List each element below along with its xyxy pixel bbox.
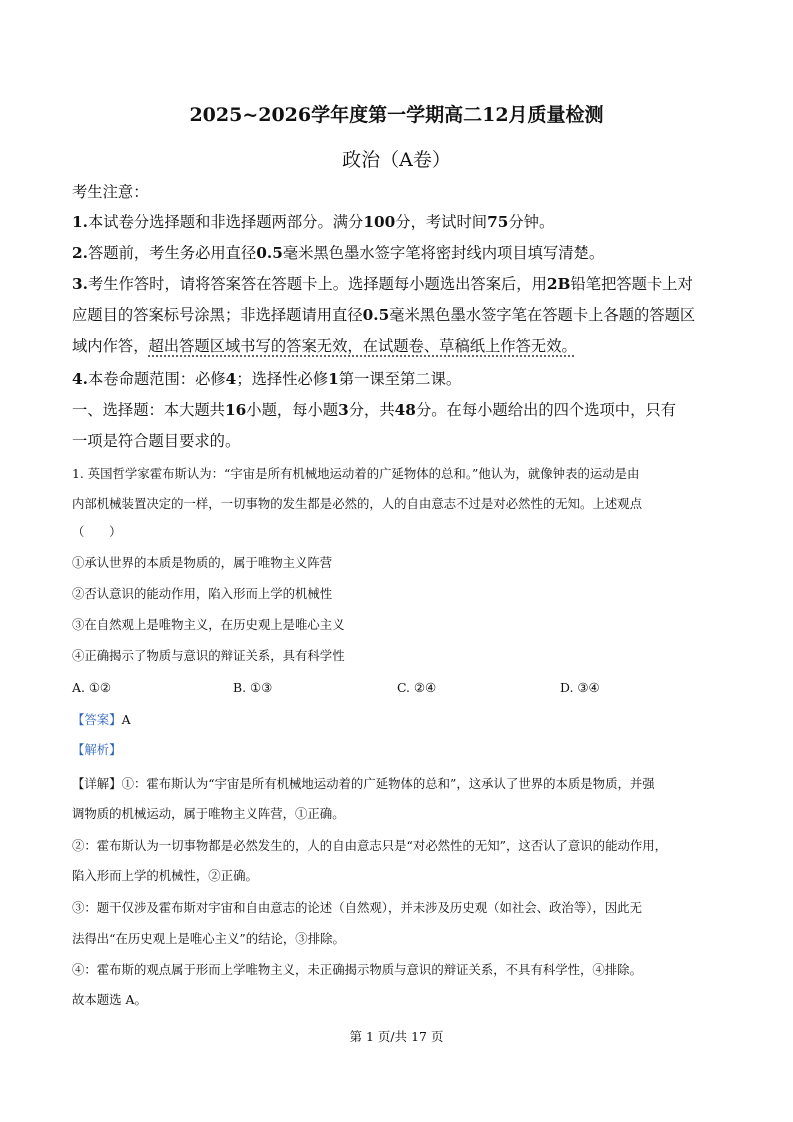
notice-value: 4	[225, 370, 237, 388]
detail-line	[72, 774, 655, 792]
detail-line: 法得出“在历史观上是唯心主义”的结论，③排除。	[72, 931, 345, 946]
notice-text: 铅笔把答题卡上对	[570, 275, 693, 293]
notice-text: 第一课至第二课。	[338, 370, 462, 388]
notice-text: 毫米黑色墨水签字笔将密封线内项目填写清楚。	[282, 244, 605, 262]
answer-tag: 【答案】	[72, 712, 122, 727]
notice-num: 3.	[72, 275, 88, 293]
notice-text: ；选择性必修	[236, 370, 329, 388]
exam-title: 2025~2026学年度第一学期高二12月质量检测	[189, 104, 604, 126]
statement-item: ②否认意识的能动作用，陷入形而上学的机械性	[72, 586, 333, 601]
notice-value: 0.5	[362, 306, 390, 324]
analysis-tag: 【解析】	[72, 742, 122, 757]
detail-line: 陷入形而上学的机械性，②正确。	[72, 868, 258, 883]
detail-line: ③：题干仅涉及霍布斯对宇宙和自由意志的论述（自然观），并未涉及历史观（如社会、政治等），因此无	[72, 900, 642, 915]
notice-text: 本试卷分选择题和非选择题两部分。满分	[87, 213, 364, 231]
notice-item-3-line-2	[72, 303, 695, 325]
statement-item: ③在自然观上是唯物主义，在历史观上是唯心主义	[72, 617, 345, 632]
notice-text: 考生作答时，请将答案答在答题卡上。选择题每小题选出答案后，用	[87, 275, 547, 293]
section-heading	[72, 398, 676, 420]
notice-value: 75	[487, 213, 509, 231]
detail-line: 调物质的机械运动，属于唯物主义阵营，①正确。	[72, 806, 345, 821]
notice-text: 答题前，考生务必用直径	[87, 244, 257, 262]
question-stem: 内部机械装置决定的一样，一切事物的发生都是必然的，人的自由意志不过是对必然性的无知。上述观点	[72, 496, 642, 511]
notice-item-4	[72, 367, 461, 389]
exam-subtitle: 政治（A卷）	[342, 149, 451, 171]
detail-line: 故本题选 A。	[72, 992, 147, 1007]
section-text: 分。在每小题给出的四个选项中，只有	[415, 401, 676, 419]
detail-text: ①：霍布斯认为“宇宙是所有机械地运动着的广延物体的总和”，这承认了世界的本质是物质，并强	[121, 776, 655, 791]
notice-item-3	[72, 272, 693, 294]
section-value: 48	[394, 401, 416, 419]
analysis-line	[72, 740, 122, 758]
notice-text: 毫米黑色墨水签字笔在答题卡上各题的答题区	[389, 306, 696, 324]
notice-item-3-line-3	[72, 334, 577, 356]
section-text: 一、选择题：本大题共	[72, 401, 225, 419]
notice-text: 域内作答，	[72, 337, 149, 355]
answer-value: A	[121, 712, 131, 727]
notice-value: 0.5	[256, 244, 283, 262]
option-b: B. ①③	[233, 680, 273, 695]
section-value: 3	[338, 401, 349, 419]
statement-item: ①承认世界的本质是物质的，属于唯物主义阵营	[72, 555, 333, 570]
question-stem: 1. 英国哲学家霍布斯认为：“宇宙是所有机械地运动着的广延物体的总和。”他认为，就像钟表的运动是由	[72, 466, 640, 481]
notice-text: 本卷命题范围：必修	[87, 370, 226, 388]
answer-line	[72, 710, 131, 728]
detail-tag: 【详解】	[72, 776, 122, 791]
option-a: A. ①②	[72, 680, 112, 695]
option-d: D. ③④	[560, 680, 600, 695]
notice-num: 2.	[72, 244, 88, 262]
notice-item-1	[72, 210, 554, 232]
question-blank: （ ）	[72, 524, 122, 539]
section-heading-line-2: 一项是符合题目要求的。	[72, 432, 241, 450]
detail-line: ②：霍布斯认为一切事物都是必然发生的，人的自由意志只是“对必然性的无知”，这否认了意识的能动作用，	[72, 838, 668, 853]
notice-value: 2B	[546, 275, 571, 293]
notice-text: 应题目的答案标号涂黑；非选择题请用直径	[72, 306, 363, 324]
notice-text: 分，考试时间	[395, 213, 488, 231]
page-number: 第 1 页/共 17 页	[349, 1029, 444, 1044]
notice-heading: 考生注意：	[72, 183, 149, 201]
notice-value: 1	[328, 370, 339, 388]
section-text: 分，共	[348, 401, 395, 419]
section-text: 小题，每小题	[246, 401, 339, 419]
notice-num: 4.	[72, 370, 88, 388]
notice-item-2	[72, 241, 604, 263]
notice-value: 100	[363, 213, 396, 231]
section-value: 16	[224, 401, 247, 419]
notice-num: 1.	[72, 213, 88, 231]
detail-line: ④：霍布斯的观点属于形而上学唯物主义，未正确揭示物质与意识的辩证关系，不具有科学性，④排除。	[72, 962, 642, 977]
emphasis-text: 超出答题区域书写的答案无效，在试题卷、草稿纸上作答无效。	[148, 337, 577, 355]
option-c: C. ②④	[397, 680, 437, 695]
statement-item: ④正确揭示了物质与意识的辩证关系，具有科学性	[72, 648, 345, 663]
notice-text: 分钟。	[508, 213, 555, 231]
